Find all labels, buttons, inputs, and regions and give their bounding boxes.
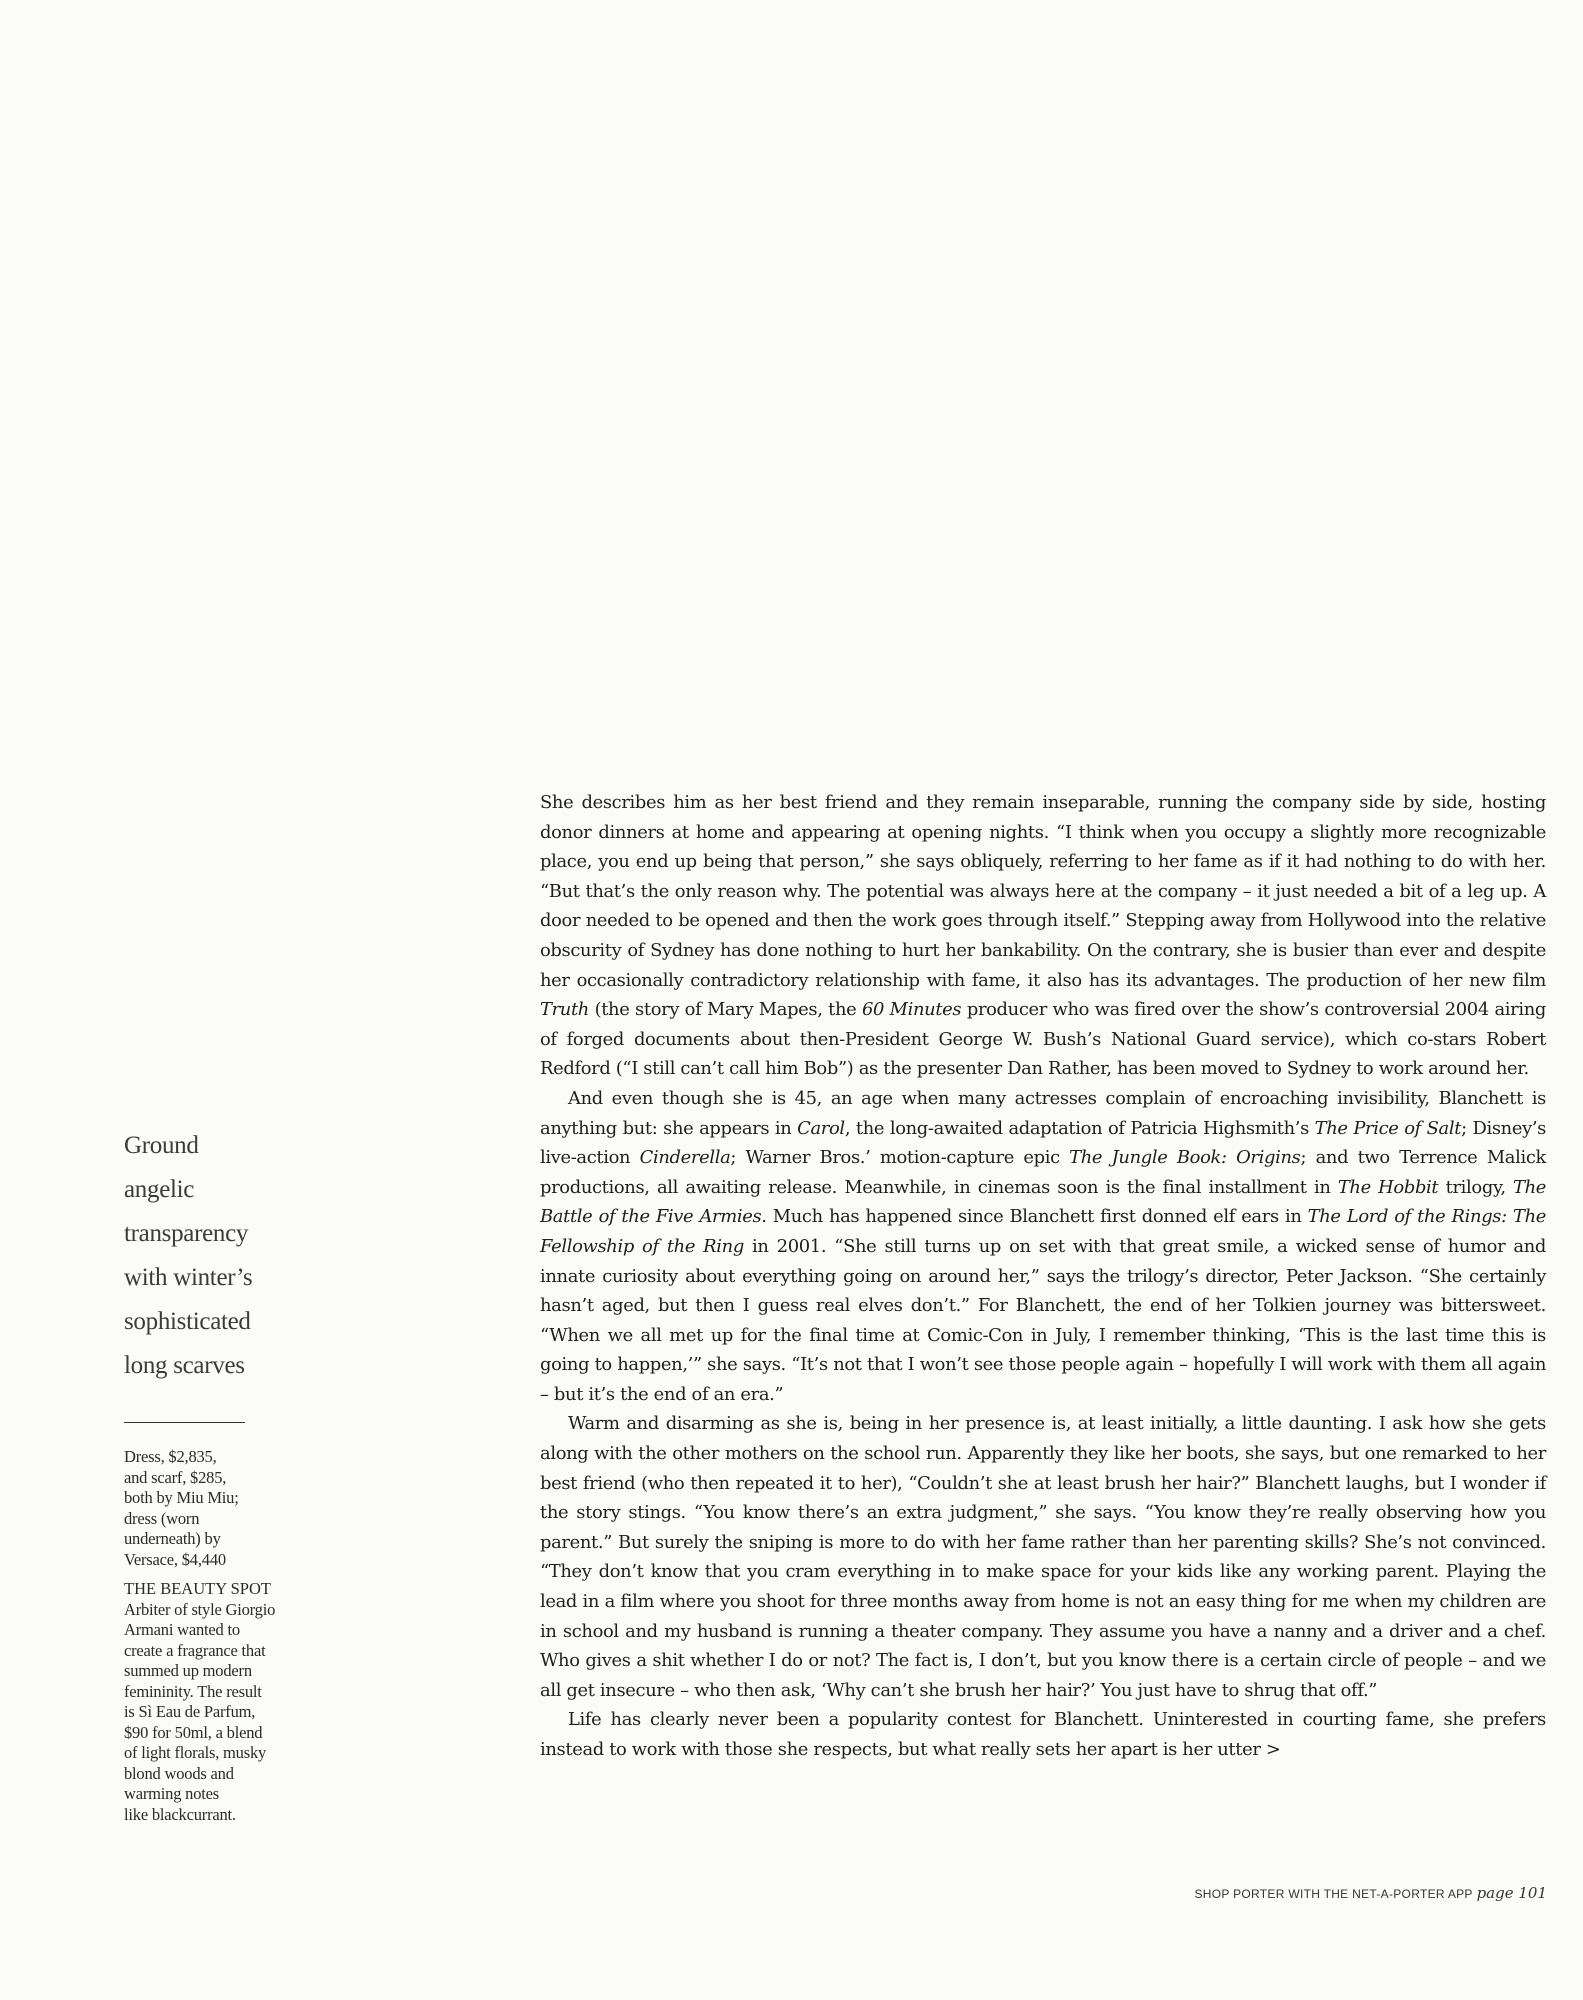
article-paragraph: Warm and disarming as she is, being in her presence is, at least initially, a little daunting. I ask how she gets along with the other mothers on the school run. Apparently they like her boots, she says, but one remarked to her best friend (who then repeated it to her), “Couldn’t she at least brush her hair?” Blanchett laughs, but I wonder if the story stings. “You know there’s an extra judgment,” she says. “You know they’re really observing how you parent.” But surely the sniping is more to do with her fame rather than her parenting skills? She’s not convinced. “They don’t know that you cram everything in to make space for your kids like any working parent. Playing the lead in a film where you shoot for three months away from home is not an easy thing for me when my children are in school and my husband is running a theater company. They assume you have a nanny and a driver and a chef. Who gives a shit whether I do or not? The fact is, I don’t, but you know there is a certain circle of people – and we all get insecure – who then ask, ‘Why can’t she brush her hair?’ You just have to shrug that off.” (540, 1413, 1546, 1701)
article-paragraph: She describes him as her best friend and they remain inseparable, running the company side by side, hosting donor dinners at home and appearing at opening nights. “I think when you occupy a slightly more recognizable place, you end up being that person,” she says obliquely, referring to her fame as if it had nothing to do with her. “But that’s the only reason why. The potential was always here at the company – it just needed a bit of a leg up. A door needed to be opened and then the work goes through itself.” Stepping away from Hollywood into the relative obscurity of Sydney has done nothing to hurt her bankability. On the contrary, she is busier than ever and despite her occasionally contradictory relationship with fame, it also has its advantages. The production of her new film Truth (the story of Mary Mapes, the 60 Minutes producer who was fired over the show’s controversial 2004 airing of forged documents about then-President George W. Bush’s National Guard service), which co-stars Robert Redford (“I still can’t call him Bob”) as the presenter Dan Rather, has been moved to Sydney to work around her. (540, 792, 1546, 1080)
article-body (540, 788, 1546, 1765)
beauty-line: create a fragrance that (124, 1640, 266, 1660)
caption-line: dress (worn (124, 1508, 200, 1528)
caption-line: and scarf, $285, (124, 1467, 227, 1487)
beauty-line: $90 for 50ml, a blend (124, 1722, 263, 1742)
beauty-line: like blackcurrant. (124, 1804, 236, 1824)
beauty-line: of light florals, musky (124, 1743, 267, 1762)
footer-shop-text: SHOP PORTER WITH THE NET-A-PORTER APP (1194, 1887, 1473, 1901)
article-paragraph: And even though she is 45, an age when many actresses complain of encroaching invisibility, Blanchett is anything but: she appears in Carol, the long-awaited adaptation of Patricia Highsmith’s The Price of Salt; Disney’s live-action Cinderella; Warner Bros.’ motion-capture epic The Jungle Book: Origins; and two Terrence Malick productions, all awaiting release. Meanwhile, in cinemas soon is the final installment in The Hobbit trilogy, The Battle of the Five Armies. Much has happened since Blanchett first donned elf ears in The Lord of the Rings: The Fellowship of the Ring in 2001. “She still turns up on set with that great smile, a wicked sense of humor and innate curiosity about everything going on around her,” says the trilogy’s director, Peter Jackson. “She certainly hasn’t aged, but then I guess real elves don’t.” For Blanchett, the end of her Tolkien journey was bittersweet. “When we all met up for the final time at Comic-Con in July, I remember thinking, ‘This is the last time this is going to happen,’” she says. “It’s not that I won’t see those people again – hopefully I will work with them all again – but it’s the end of an era.” (540, 1087, 1547, 1405)
beauty-spot-text (124, 1600, 324, 1826)
page-footer (1194, 1884, 1547, 1902)
caption-line: both by Miu Miu; (124, 1488, 239, 1507)
fashion-credit-caption (124, 1447, 324, 1570)
caption-line: Dress, $2,835, (124, 1447, 217, 1466)
pull-quote-line: sophisticated (124, 1308, 251, 1335)
pull-quote-line: long scarves (124, 1352, 245, 1379)
beauty-line: Arbiter of style Giorgio (124, 1599, 276, 1619)
beauty-line: Armani wanted to (124, 1620, 240, 1639)
pull-quote-line: angelic (124, 1176, 195, 1203)
beauty-line: blond woods and (124, 1763, 234, 1783)
beauty-line: is Sì Eau de Parfum, (124, 1702, 256, 1721)
article-paragraph: Life has clearly never been a popularity contest for Blanchett. Uninterested in courting fame, she prefers instead to work with those she respects, but what really sets her apart is her utter > (540, 1709, 1546, 1760)
beauty-spot-heading: THE BEAUTY SPOT (124, 1579, 271, 1598)
divider (124, 1422, 245, 1423)
page-number: page 101 (1476, 1884, 1547, 1902)
sidebar (124, 1124, 324, 1825)
pull-quote-line: transparency (124, 1220, 249, 1247)
pull-quote-line: with winter’s (124, 1264, 253, 1291)
pull-quote (124, 1124, 324, 1388)
caption-line: underneath) by (124, 1529, 221, 1548)
caption-line: Versace, $4,440 (124, 1549, 226, 1569)
pull-quote-line: Ground (124, 1132, 199, 1159)
beauty-line: summed up modern (124, 1661, 252, 1680)
beauty-line: warming notes (124, 1784, 220, 1803)
beauty-line: femininity. The result (124, 1681, 262, 1701)
